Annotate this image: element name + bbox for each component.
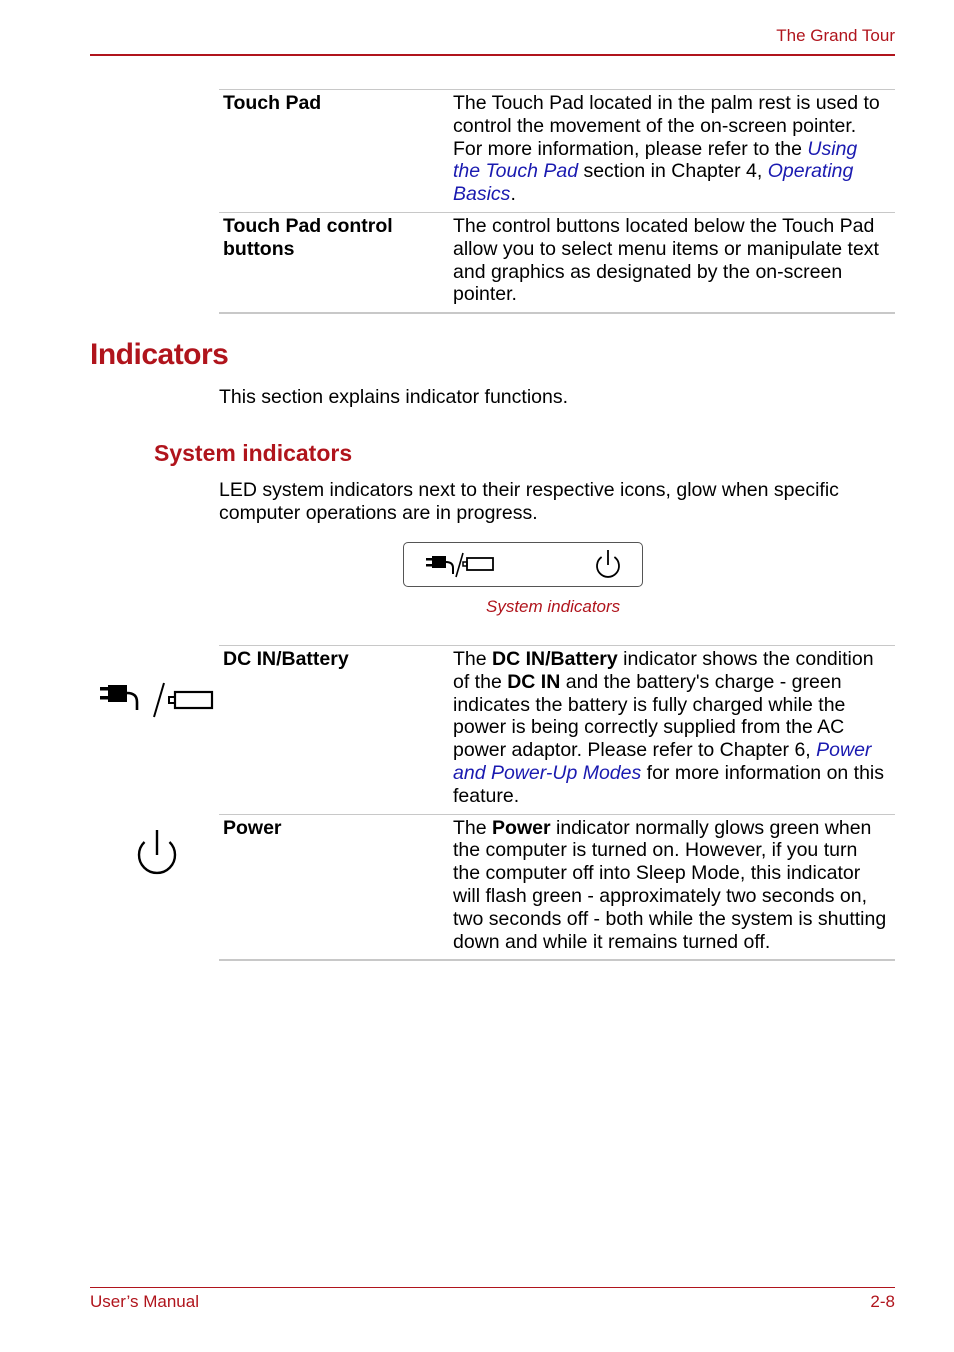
desc-text: section in Chapter 4, bbox=[578, 160, 768, 183]
running-header: The Grand Tour bbox=[776, 26, 895, 45]
dc-in-battery-description bbox=[453, 646, 895, 815]
dc-in-battery-icon bbox=[426, 553, 493, 577]
desc-bold: DC IN/Battery bbox=[492, 648, 618, 670]
footer-divider bbox=[90, 1287, 895, 1288]
desc-text: indicator normally glows green when the computer is turned on. However, if you turn the computer off into Sleep Mode, this indicator will flash green - approximately two seconds on, two seconds off - both while the system is shutting down and while it remains turned off. bbox=[453, 816, 887, 953]
desc-text: The bbox=[453, 816, 493, 839]
subsection-intro: LED system indicators next to their respective icons, glow when specific computer operations are in progress. bbox=[219, 479, 839, 524]
table-row bbox=[219, 212, 895, 313]
link-using-touch-pad[interactable]: Using the Touch Pad bbox=[453, 137, 858, 183]
touchpad-table bbox=[219, 89, 895, 314]
footer-manual-title: User’s Manual bbox=[90, 1292, 199, 1311]
desc-text: . bbox=[510, 183, 516, 206]
desc-bold: Power bbox=[492, 816, 551, 839]
indicator-panel-graphic bbox=[404, 543, 642, 586]
table-row bbox=[219, 90, 895, 213]
section-heading: Indicators bbox=[90, 338, 229, 371]
desc-text: The bbox=[453, 648, 493, 670]
touch-pad-description bbox=[453, 90, 895, 213]
power-icon bbox=[134, 828, 180, 880]
table-row bbox=[219, 814, 895, 960]
indicator-panel-figure bbox=[403, 542, 643, 587]
touch-pad-buttons-description: The control buttons located below the Touch Pad allow you to select menu items or manipulate text and graphics as designated by the on-screen pointer. bbox=[453, 214, 879, 306]
term-touch-pad-buttons: Touch Pad control buttons bbox=[223, 214, 393, 260]
page-number: 2-8 bbox=[870, 1292, 895, 1311]
figure-caption: System indicators bbox=[486, 597, 621, 616]
term-power: Power bbox=[223, 816, 282, 839]
indicators-table bbox=[219, 645, 895, 961]
dc-in-battery-icon bbox=[100, 680, 215, 720]
section-intro: This section explains indicator functions. bbox=[219, 386, 569, 408]
power-icon bbox=[597, 550, 619, 577]
term-touch-pad: Touch Pad bbox=[223, 92, 322, 114]
table-row bbox=[219, 646, 895, 815]
desc-text: for more information on this feature. bbox=[453, 761, 885, 807]
power-description bbox=[453, 814, 895, 960]
link-operating-basics[interactable]: Operating Basics bbox=[453, 160, 854, 206]
desc-text: indicator shows the condition of the bbox=[453, 648, 874, 693]
subsection-heading: System indicators bbox=[154, 440, 353, 466]
desc-bold: DC IN bbox=[507, 670, 561, 693]
term-dc-in-battery: DC IN/Battery bbox=[223, 648, 349, 670]
desc-text: The Touch Pad located in the palm rest is used to control the movement of the on-screen pointer. For more information, please refer to the bbox=[453, 92, 880, 160]
link-power-modes[interactable]: Power and Power-Up Modes bbox=[453, 739, 872, 784]
header-divider bbox=[90, 54, 895, 56]
desc-text: and the battery's charge - green indicates the battery is fully charged while the power is being correctly supplied from the AC power adaptor. Please refer to Chapter 6, bbox=[453, 670, 846, 762]
